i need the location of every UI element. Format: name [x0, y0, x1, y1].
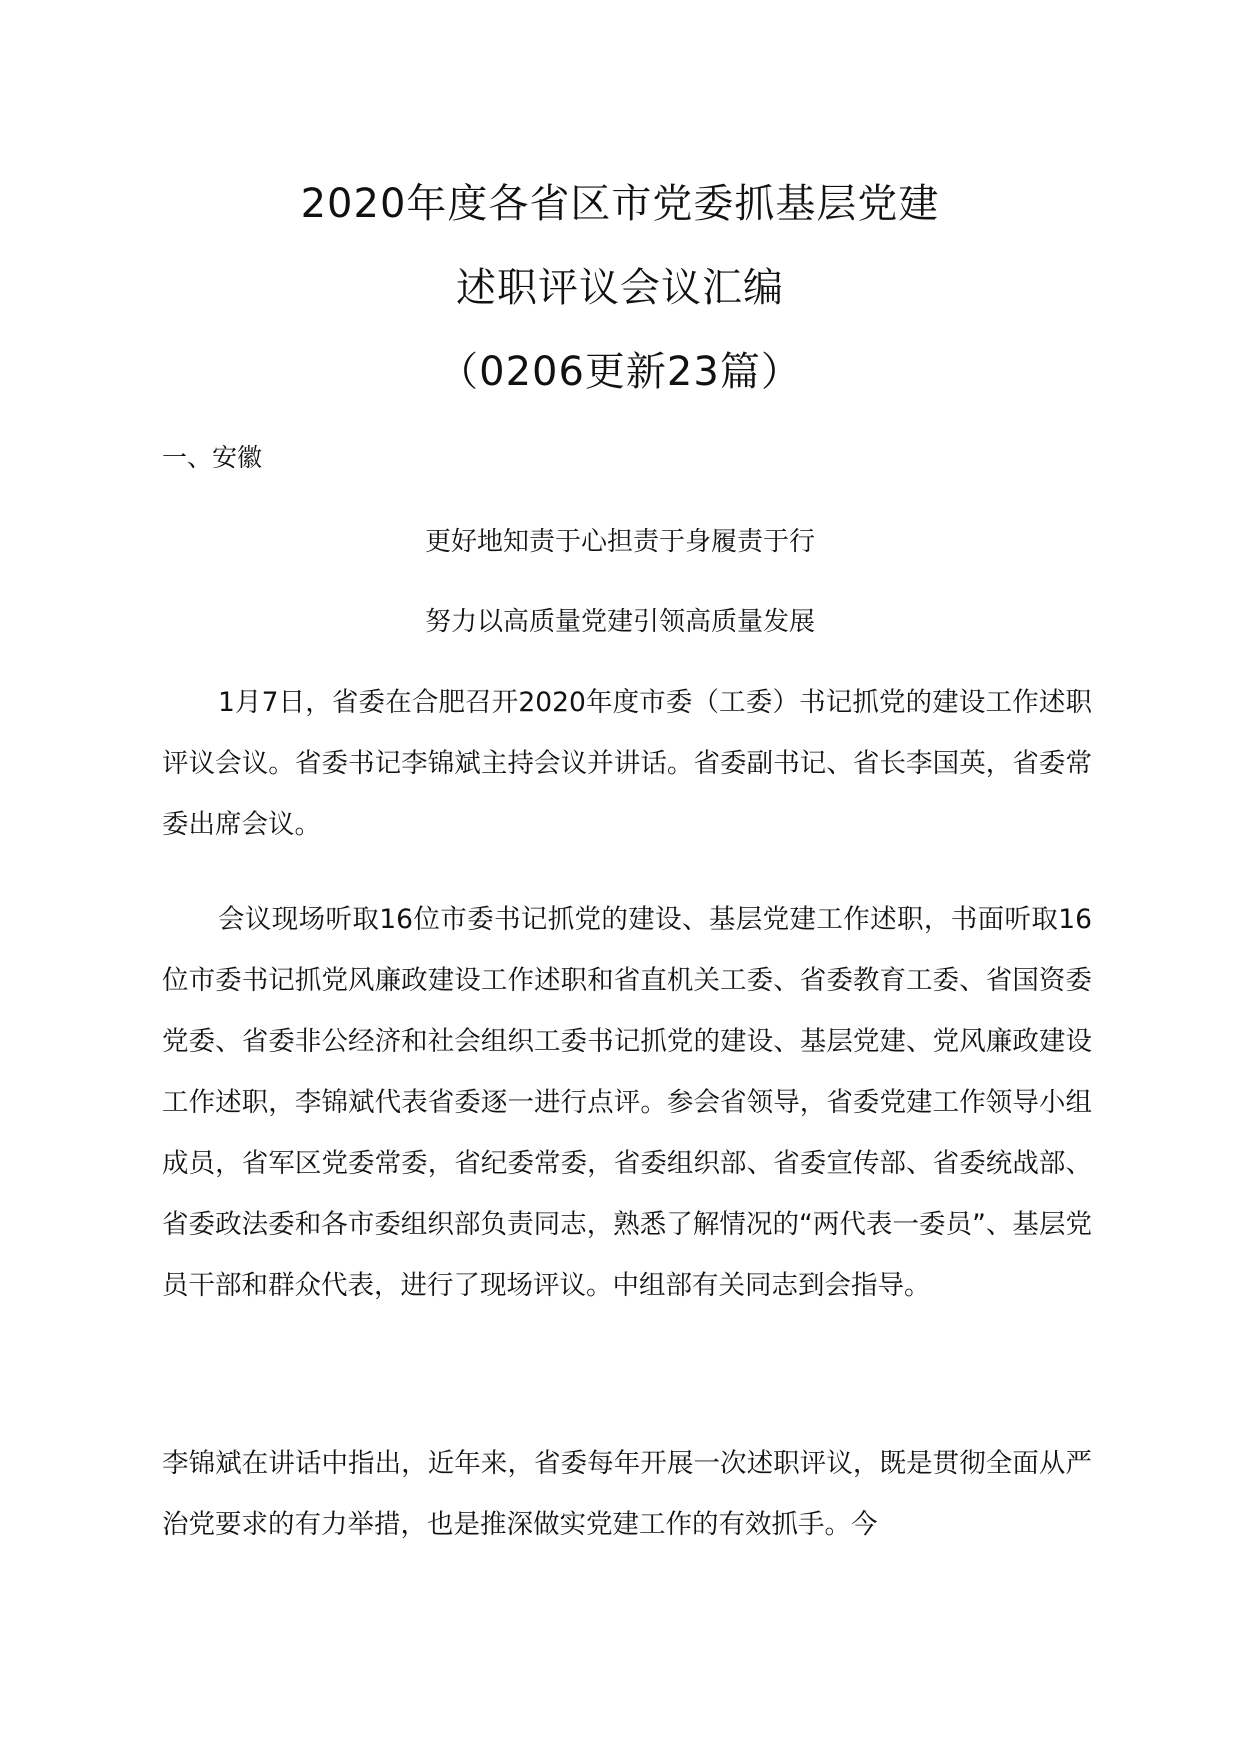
- article-subtitle-1: 更好地知责于心担责于身履责于行: [424, 527, 815, 557]
- document-title-line-2: 述职评议会议汇编: [456, 265, 784, 311]
- body-paragraph-3: 李锦斌在讲话中指出，近年来，省委每年开展一次述职评议，既是贯彻全面从严治党要求的有力举措，也是推深做实党建工作的有效抓手。今: [162, 1448, 1092, 1540]
- body-paragraph-2: 会议现场听取16位市委书记抓党的建设、基层党建工作述职，书面听取16位市委书记抓党风廉政建设工作述职和省直机关工委、省委教育工委、省国资委党委、省委非公经济和社会组织工委书记抓党的建设、基层党建、党风廉政建设工作述职，李锦斌代表省委逐一进行点评。参会省领导，省委党建工作领导小组成员，省军区党委常委，省纪委常委，省委组织部、省委宣传部、省委统战部、省委政法委和各市委组织部负责同志，熟悉了解情况的“两代表一委员”、基层党员干部和群众代表，进行了现场评议。中组部有关同志到会指导。: [162, 904, 1092, 1301]
- body-paragraph-1: 1月7日，省委在合肥召开2020年度市委（工委）书记抓党的建设工作述职评议会议。省委书记李锦斌主持会议并讲话。省委副书记、省长李国英，省委常委出席会议。: [162, 687, 1092, 840]
- section-heading: 一、安徽: [162, 443, 263, 472]
- document-title-line-3: （0206更新23篇）: [438, 349, 802, 395]
- article-subtitle-2: 努力以高质量党建引领高质量发展: [424, 607, 815, 637]
- document-title-line-1: 2020年度各省区市党委抓基层党建: [300, 181, 940, 227]
